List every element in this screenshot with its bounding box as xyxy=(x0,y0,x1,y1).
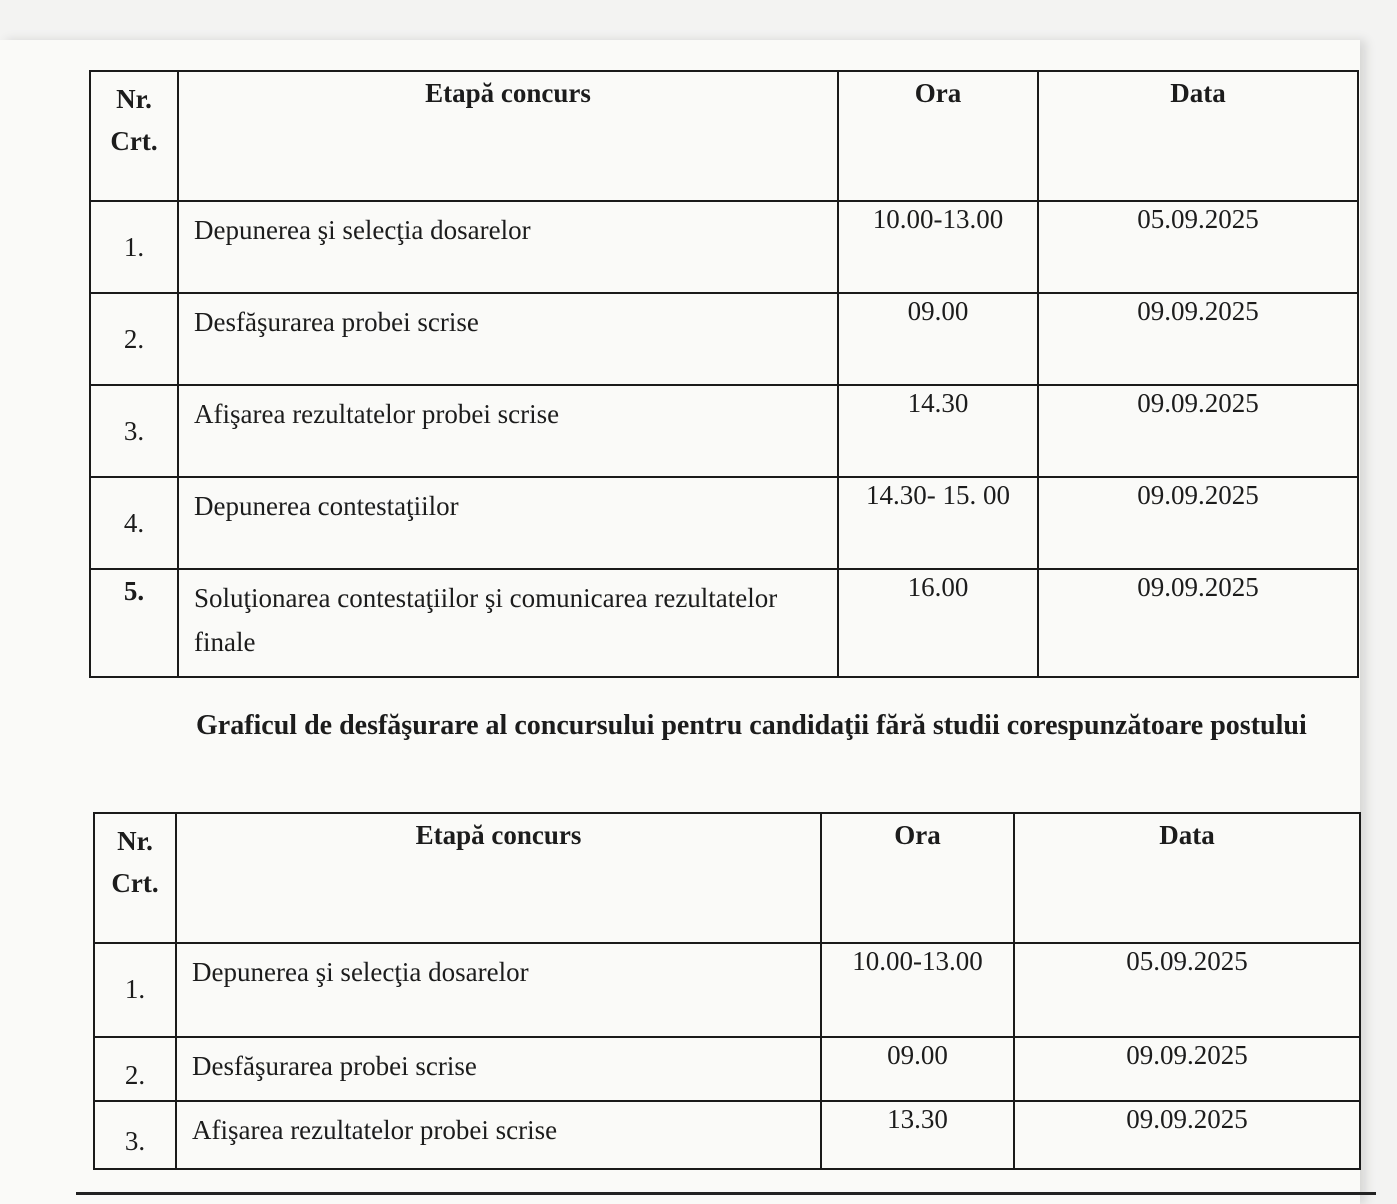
table-row xyxy=(90,569,1358,677)
header-data: Data xyxy=(1038,71,1358,201)
row-data: 09.09.2025 xyxy=(1038,385,1358,477)
header-crt-label: Crt. xyxy=(111,868,159,898)
row-etapa: Soluţionarea contestaţiilor şi comunicarea rezultatelor finale xyxy=(178,569,838,677)
row-data: 09.09.2025 xyxy=(1014,1101,1360,1169)
schedule-table-no-studies xyxy=(93,812,1361,1170)
row-ora: 09.00 xyxy=(821,1037,1014,1101)
table-row xyxy=(94,943,1360,1037)
header-ora: Ora xyxy=(838,71,1038,201)
row-number: 2. xyxy=(94,1037,176,1101)
header-ora: Ora xyxy=(821,813,1014,943)
row-ora: 14.30- 15. 00 xyxy=(838,477,1038,569)
table-row xyxy=(94,1101,1360,1169)
row-etapa: Depunerea şi selecţia dosarelor xyxy=(176,943,821,1037)
row-etapa: Depunerea contestaţiilor xyxy=(178,477,838,569)
table-row xyxy=(90,385,1358,477)
row-etapa: Desfăşurarea probei scrise xyxy=(176,1037,821,1101)
schedule-table-general xyxy=(89,70,1359,678)
row-ora: 16.00 xyxy=(838,569,1038,677)
header-nr-label: Nr. xyxy=(117,826,153,856)
bottom-divider xyxy=(76,1192,1376,1195)
section-title: Graficul de desfăşurare al concursului pentru candidaţii fără studii corespunzătoare postului xyxy=(196,710,1307,741)
row-etapa: Afişarea rezultatelor probei scrise xyxy=(178,385,838,477)
row-number: 1. xyxy=(94,943,176,1037)
table-header-row xyxy=(90,71,1358,201)
row-data: 09.09.2025 xyxy=(1038,293,1358,385)
header-nr-crt xyxy=(90,71,178,201)
row-ora: 10.00-13.00 xyxy=(821,943,1014,1037)
row-number: 2. xyxy=(90,293,178,385)
row-ora: 10.00-13.00 xyxy=(838,201,1038,293)
table-row xyxy=(90,477,1358,569)
row-data: 09.09.2025 xyxy=(1014,1037,1360,1101)
row-data: 05.09.2025 xyxy=(1038,201,1358,293)
row-number: 3. xyxy=(90,385,178,477)
header-data: Data xyxy=(1014,813,1360,943)
row-data: 05.09.2025 xyxy=(1014,943,1360,1037)
row-number: 3. xyxy=(94,1101,176,1169)
header-crt-label: Crt. xyxy=(110,126,158,156)
table-row xyxy=(90,201,1358,293)
row-ora: 09.00 xyxy=(838,293,1038,385)
row-number: 5. xyxy=(90,569,178,677)
header-etapa: Etapă concurs xyxy=(178,71,838,201)
row-etapa: Afişarea rezultatelor probei scrise xyxy=(176,1101,821,1169)
table-header-row xyxy=(94,813,1360,943)
table-row xyxy=(90,293,1358,385)
row-etapa: Desfăşurarea probei scrise xyxy=(178,293,838,385)
header-nr-label: Nr. xyxy=(116,84,152,114)
header-nr-crt xyxy=(94,813,176,943)
row-data: 09.09.2025 xyxy=(1038,477,1358,569)
row-etapa: Depunerea şi selecţia dosarelor xyxy=(178,201,838,293)
row-number: 1. xyxy=(90,201,178,293)
table-row xyxy=(94,1037,1360,1101)
row-ora: 13.30 xyxy=(821,1101,1014,1169)
row-data: 09.09.2025 xyxy=(1038,569,1358,677)
row-ora: 14.30 xyxy=(838,385,1038,477)
header-etapa: Etapă concurs xyxy=(176,813,821,943)
row-number: 4. xyxy=(90,477,178,569)
